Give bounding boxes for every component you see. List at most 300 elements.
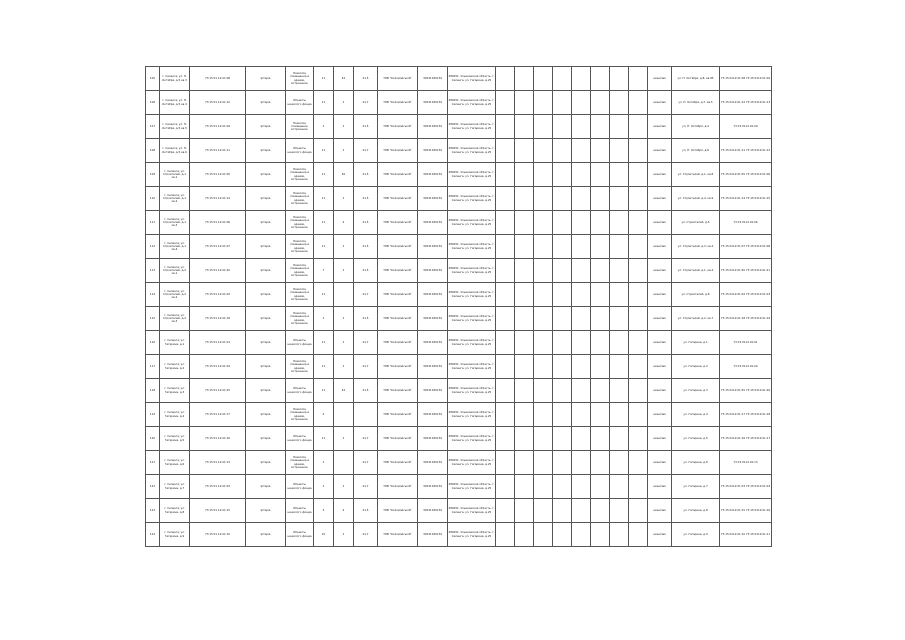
table-row	[146, 331, 772, 355]
empty-cell	[496, 211, 515, 235]
district-cell: 289051, Ульяновская область, г. Селенга, ул. Гагарина, д.25	[448, 355, 496, 379]
empty-cell	[591, 67, 610, 91]
cadastral-number-cell: 73:15:01 12:01:18	[190, 307, 246, 331]
code-cell: 30541180139	[418, 115, 448, 139]
address-cell: г. Селенга, ул. П. Октября, д.5 кв.4	[160, 91, 190, 115]
value-cell: 41,7	[354, 451, 378, 475]
empty-cell	[572, 403, 591, 427]
owner-cell: ТОВ "Коломойській"	[378, 523, 418, 547]
code-cell: 30541180139	[418, 259, 448, 283]
empty-cell	[610, 355, 629, 379]
area-cell: 11	[314, 91, 334, 115]
area-cell: 11	[314, 163, 334, 187]
usage-cell: Іртеріа	[246, 355, 286, 379]
reference-cell: 73:15:0112:01:17 73:15:0112:01:18	[720, 403, 772, 427]
empty-cell	[610, 427, 629, 451]
address-cell: г. Селенга, ул. Строителей, д.1 кв.3	[160, 211, 190, 235]
cadastral-number-cell: 73:15:01 12:01:14	[190, 187, 246, 211]
empty-cell	[572, 451, 591, 475]
empty-cell	[591, 379, 610, 403]
reference-cell: 73:15:0112:01:25 73:15:0112:01:26	[720, 379, 772, 403]
empty-cell	[572, 139, 591, 163]
table-row	[146, 259, 772, 283]
empty-cell	[591, 115, 610, 139]
row-number: 117	[146, 355, 160, 379]
usage-cell: Іртеріа	[246, 235, 286, 259]
reference-cell: 73:15:0112:01:01	[720, 331, 772, 355]
usage-cell: Іртеріа	[246, 523, 286, 547]
empty-cell	[591, 451, 610, 475]
empty-cell	[515, 355, 534, 379]
empty-cell	[572, 211, 591, 235]
table-row	[146, 139, 772, 163]
empty-cell	[610, 451, 629, 475]
row-number: 123	[146, 499, 160, 523]
owner-cell: ТОВ "Коломойській"	[378, 211, 418, 235]
tenant-address-cell: ул. Гагарина, д.2	[672, 355, 720, 379]
value-cell: 41,5	[354, 259, 378, 283]
tenant-address-cell: ул. П. Октября, д.8	[672, 139, 720, 163]
district-cell: 289051, Ульяновская область, г. Селенга, ул. Гагарина, д.25	[448, 475, 496, 499]
empty-cell	[496, 379, 515, 403]
empty-cell	[610, 307, 629, 331]
cadastral-number-cell: 73:15:01 12:01:06	[190, 211, 246, 235]
usage-cell: Іртеріа	[246, 115, 286, 139]
value-cell: 41,5	[354, 307, 378, 331]
empty-cell	[591, 235, 610, 259]
empty-cell	[610, 259, 629, 283]
empty-cell	[610, 115, 629, 139]
tenant-address-cell: ул. Гагарина, д.4	[672, 403, 720, 427]
kind-cell: нежилая	[648, 259, 672, 283]
description-cell: Нежилое помещение в здании, встроенное	[286, 259, 314, 283]
kind-cell: нежилая	[648, 187, 672, 211]
tenant-address-cell: ул. Строителей, д.8	[672, 283, 720, 307]
usage-cell: Іртеріа	[246, 427, 286, 451]
empty-cell	[572, 115, 591, 139]
value-cell: 41,7	[354, 331, 378, 355]
empty-cell	[496, 67, 515, 91]
area-cell: 10	[314, 523, 334, 547]
empty-cell	[496, 115, 515, 139]
address-cell: г. Селенга, ул. Гагарина, д.7	[160, 475, 190, 499]
cadastral-number-cell: 73:15:01 12:01:10	[190, 523, 246, 547]
table-row	[146, 355, 772, 379]
description-cell: Объекты нежилого фонда	[286, 475, 314, 499]
tenant-address-cell: ул. Строителей, д.3, кв.4	[672, 235, 720, 259]
description-cell: Нежилое помещение в здании, встроенное	[286, 67, 314, 91]
empty-cell	[553, 451, 572, 475]
floor-cell: 1	[334, 475, 354, 499]
empty-cell	[496, 259, 515, 283]
kind-cell: нежилая	[648, 307, 672, 331]
empty-cell	[591, 523, 610, 547]
empty-cell	[610, 403, 629, 427]
usage-cell: Іртеріа	[246, 211, 286, 235]
row-number: 115	[146, 307, 160, 331]
empty-cell	[629, 331, 648, 355]
empty-cell	[572, 307, 591, 331]
empty-cell	[629, 235, 648, 259]
code-cell: 30541180139	[418, 307, 448, 331]
cadastral-number-cell: 73:15:01 12:01:12	[190, 91, 246, 115]
empty-cell	[496, 523, 515, 547]
description-cell: Объекты нежилого фонда	[286, 523, 314, 547]
empty-cell	[591, 331, 610, 355]
row-number: 111	[146, 211, 160, 235]
reference-cell: 73:15:0112:01:09	[720, 115, 772, 139]
empty-cell	[496, 331, 515, 355]
floor-cell: 1	[334, 115, 354, 139]
floor-cell: 40	[334, 163, 354, 187]
code-cell: 30541180139	[418, 211, 448, 235]
table-row	[146, 283, 772, 307]
usage-cell: Іртеріа	[246, 499, 286, 523]
value-cell: 41,5	[354, 163, 378, 187]
table-row	[146, 67, 772, 91]
owner-cell: ТОВ "Коломойській"	[378, 163, 418, 187]
empty-cell	[534, 283, 553, 307]
empty-cell	[515, 235, 534, 259]
empty-cell	[553, 355, 572, 379]
row-number: 108	[146, 139, 160, 163]
empty-cell	[534, 355, 553, 379]
empty-cell	[515, 67, 534, 91]
empty-cell	[496, 355, 515, 379]
kind-cell: нежилая	[648, 523, 672, 547]
empty-cell	[591, 499, 610, 523]
usage-cell: Іртеріа	[246, 259, 286, 283]
district-cell: 289051, Ульяновская область, г. Селенга, ул. Гагарина, д.25	[448, 163, 496, 187]
empty-cell	[572, 379, 591, 403]
empty-cell	[629, 115, 648, 139]
tenant-address-cell: ул. Строителей, д.1, кв.4	[672, 259, 720, 283]
row-number: 116	[146, 331, 160, 355]
address-cell: г. Селенга, ул. Строителей, д.2 кв.2	[160, 283, 190, 307]
district-cell: 289051, Ульяновская область, г. Селенга, ул. Гагарина, д.25	[448, 451, 496, 475]
address-cell: г. Селенга, ул. Строителей, д.2 кв.1	[160, 259, 190, 283]
empty-cell	[629, 187, 648, 211]
empty-cell	[553, 283, 572, 307]
usage-cell: Іртеріа	[246, 307, 286, 331]
empty-cell	[572, 163, 591, 187]
area-cell: 11	[314, 235, 334, 259]
usage-cell: Іртеріа	[246, 451, 286, 475]
cadastral-number-cell: 73:15:01 12:01:03	[190, 475, 246, 499]
reference-cell: 73:15:0112:01:03 73:15:0112:01:04	[720, 475, 772, 499]
tenant-address-cell: ул. П. Октября, д.8, кв.85	[672, 67, 720, 91]
kind-cell: нежилая	[648, 67, 672, 91]
owner-cell: ТОВ "Коломойській"	[378, 139, 418, 163]
row-number: 112	[146, 235, 160, 259]
reference-cell: 73:15:0112:01:15 73:15:0112:01:16	[720, 499, 772, 523]
empty-cell	[515, 259, 534, 283]
row-number: 110	[146, 187, 160, 211]
row-number: 121	[146, 451, 160, 475]
cadastral-number-cell: 73:15:01 12:01:13	[190, 451, 246, 475]
reference-cell: 73:15:0112:01:07 73:15:0112:01:08	[720, 235, 772, 259]
empty-cell	[534, 259, 553, 283]
code-cell: 30541180139	[418, 67, 448, 91]
cadastral-number-cell: 73:15:01 12:01:17	[190, 403, 246, 427]
tenant-address-cell: ул. П. Октября, д.7, кв.5	[672, 91, 720, 115]
usage-cell: Іртеріа	[246, 403, 286, 427]
tenant-address-cell: ул. Гагарина, д.3	[672, 379, 720, 403]
empty-cell	[515, 139, 534, 163]
code-cell: 30541180139	[418, 451, 448, 475]
kind-cell: нежилая	[648, 427, 672, 451]
floor-cell	[334, 451, 354, 475]
cadastral-number-cell: 73:15:01 12:01:04	[190, 355, 246, 379]
reference-cell: 73:15:0112:01:05 73:15:0112:01:06	[720, 163, 772, 187]
floor-cell	[334, 283, 354, 307]
area-cell: 3	[314, 499, 334, 523]
empty-cell	[534, 475, 553, 499]
empty-cell	[591, 211, 610, 235]
area-cell: 11	[314, 187, 334, 211]
row-number: 119	[146, 403, 160, 427]
owner-cell: ТОВ "Коломойській"	[378, 499, 418, 523]
empty-cell	[629, 91, 648, 115]
code-cell: 30541180139	[418, 499, 448, 523]
address-cell: г. Селенга, ул. Гагарина, д.6	[160, 451, 190, 475]
empty-cell	[610, 499, 629, 523]
owner-cell: ТОВ "Коломойській"	[378, 427, 418, 451]
floor-cell: 1	[334, 259, 354, 283]
empty-cell	[591, 163, 610, 187]
code-cell: 30541180139	[418, 331, 448, 355]
table-row	[146, 427, 772, 451]
row-number: 120	[146, 427, 160, 451]
floor-cell: 1	[334, 427, 354, 451]
address-cell: г. Селенга, ул. Гагарина, д.8	[160, 499, 190, 523]
empty-cell	[629, 355, 648, 379]
empty-cell	[496, 283, 515, 307]
district-cell: 289051, Ульяновская область, г. Селенга, ул. Гагарина, д.25	[448, 67, 496, 91]
empty-cell	[610, 283, 629, 307]
empty-cell	[534, 331, 553, 355]
tenant-address-cell: ул. Строителей, д.2, кв.7	[672, 307, 720, 331]
owner-cell: ТОВ "Коломойській"	[378, 283, 418, 307]
district-cell: 289051, Ульяновская область, г. Селенга, ул. Гагарина, д.25	[448, 523, 496, 547]
value-cell: 41,7	[354, 475, 378, 499]
empty-cell	[515, 331, 534, 355]
empty-cell	[515, 307, 534, 331]
kind-cell: нежилая	[648, 355, 672, 379]
empty-cell	[515, 283, 534, 307]
district-cell: 289051, Ульяновская область, г. Селенга, ул. Гагарина, д.25	[448, 499, 496, 523]
owner-cell: ТОВ "Коломойській"	[378, 355, 418, 379]
empty-cell	[553, 427, 572, 451]
kind-cell: нежилая	[648, 403, 672, 427]
empty-cell	[629, 283, 648, 307]
empty-cell	[496, 403, 515, 427]
empty-cell	[591, 187, 610, 211]
district-cell: 289051, Ульяновская область, г. Селенга, ул. Гагарина, д.25	[448, 427, 496, 451]
value-cell: 41,7	[354, 91, 378, 115]
owner-cell: ТОВ "Коломойській"	[378, 235, 418, 259]
empty-cell	[515, 187, 534, 211]
empty-cell	[515, 403, 534, 427]
tenant-address-cell: ул. Строителей, д.1, кв.8	[672, 163, 720, 187]
row-number: 113	[146, 259, 160, 283]
tenant-address-cell: ул. Гагарина, д.1	[672, 331, 720, 355]
empty-cell	[572, 523, 591, 547]
area-cell: 1	[314, 451, 334, 475]
value-cell: 41,7	[354, 427, 378, 451]
cadastral-number-cell: 73:15:01 12:01:09	[190, 115, 246, 139]
owner-cell: ТОВ "Коломойській"	[378, 403, 418, 427]
row-number: 107	[146, 115, 160, 139]
empty-cell	[515, 523, 534, 547]
reference-cell: 73:15:0112:01:20 73:15:0112:01:21	[720, 259, 772, 283]
empty-cell	[610, 379, 629, 403]
value-cell: 41,5	[354, 379, 378, 403]
kind-cell: нежилая	[648, 331, 672, 355]
area-cell: 11	[314, 211, 334, 235]
description-cell: Нежилое помещение в здании, встроенное	[286, 307, 314, 331]
empty-cell	[534, 379, 553, 403]
value-cell: 41,5	[354, 115, 378, 139]
empty-cell	[629, 427, 648, 451]
empty-cell	[591, 91, 610, 115]
table-row	[146, 475, 772, 499]
description-cell: Нежилое помещение встроенное	[286, 115, 314, 139]
empty-cell	[553, 91, 572, 115]
area-cell: 11	[314, 331, 334, 355]
empty-cell	[553, 139, 572, 163]
reference-cell: 73:15:0112:01:10 73:15:0112:01:11	[720, 523, 772, 547]
empty-cell	[591, 259, 610, 283]
cadastral-number-cell: 73:15:01 12:01:11	[190, 139, 246, 163]
reference-cell: 73:15:0112:01:12 73:15:0112:01:13	[720, 91, 772, 115]
empty-cell	[572, 67, 591, 91]
empty-cell	[553, 379, 572, 403]
empty-cell	[496, 451, 515, 475]
owner-cell: ТОВ "Коломойській"	[378, 91, 418, 115]
kind-cell: нежилая	[648, 115, 672, 139]
cadastral-number-cell: 73:15:01 12:01:05	[190, 163, 246, 187]
description-cell: Нежилое помещение в здании, встроенное	[286, 451, 314, 475]
owner-cell: ТОВ "Коломойській"	[378, 115, 418, 139]
usage-cell: Іртеріа	[246, 163, 286, 187]
row-number: 114	[146, 283, 160, 307]
district-cell: 289051, Ульяновская область, г. Селенга, ул. Гагарина, д.25	[448, 331, 496, 355]
table-row	[146, 187, 772, 211]
code-cell: 30541180139	[418, 427, 448, 451]
district-cell: 289051, Ульяновская область, г. Селенга, ул. Гагарина, д.25	[448, 115, 496, 139]
empty-cell	[553, 187, 572, 211]
address-cell: г. Селенга, ул. Гагарина, д.4	[160, 403, 190, 427]
empty-cell	[553, 403, 572, 427]
cadastral-number-cell: 73:15:01 12:01:15	[190, 499, 246, 523]
code-cell: 30541180139	[418, 91, 448, 115]
owner-cell: ТОВ "Коломойській"	[378, 187, 418, 211]
floor-cell: 4	[334, 499, 354, 523]
kind-cell: нежилая	[648, 163, 672, 187]
owner-cell: ТОВ "Коломойській"	[378, 307, 418, 331]
table-row	[146, 211, 772, 235]
district-cell: 289051, Ульяновская область, г. Селенга, ул. Гагарина, д.25	[448, 235, 496, 259]
row-number: 122	[146, 475, 160, 499]
empty-cell	[515, 115, 534, 139]
empty-cell	[610, 235, 629, 259]
empty-cell	[610, 475, 629, 499]
owner-cell: ТОВ "Коломойській"	[378, 331, 418, 355]
usage-cell: Іртеріа	[246, 379, 286, 403]
empty-cell	[629, 475, 648, 499]
usage-cell: Іртеріа	[246, 283, 286, 307]
reference-cell: 73:15:0112:01:04	[720, 355, 772, 379]
district-cell: 289051, Ульяновская область, г. Селенга, ул. Гагарина, д.25	[448, 403, 496, 427]
area-cell: 11	[314, 427, 334, 451]
empty-cell	[515, 427, 534, 451]
empty-cell	[629, 67, 648, 91]
table-row	[146, 91, 772, 115]
row-number: 124	[146, 523, 160, 547]
empty-cell	[515, 475, 534, 499]
empty-cell	[496, 163, 515, 187]
floor-cell: 1	[334, 139, 354, 163]
empty-cell	[572, 499, 591, 523]
owner-cell: ТОВ "Коломойській"	[378, 67, 418, 91]
table-row	[146, 499, 772, 523]
usage-cell: Іртеріа	[246, 91, 286, 115]
kind-cell: нежилая	[648, 475, 672, 499]
value-cell: 41,7	[354, 139, 378, 163]
area-cell: 2	[314, 403, 334, 427]
description-cell: Нежилое помещение в здании, встроенное	[286, 235, 314, 259]
code-cell: 30541180139	[418, 403, 448, 427]
value-cell: 41,5	[354, 67, 378, 91]
district-cell: 289051, Ульяновская область, г. Селенга, ул. Гагарина, д.25	[448, 259, 496, 283]
empty-cell	[572, 259, 591, 283]
row-number: 106	[146, 91, 160, 115]
empty-cell	[610, 187, 629, 211]
kind-cell: нежилая	[648, 283, 672, 307]
value-cell: 41,7	[354, 355, 378, 379]
address-cell: г. Селенга, ул. Строителей, д.2 кв.3	[160, 307, 190, 331]
district-cell: 289051, Ульяновская область, г. Селенга, ул. Гагарина, д.25	[448, 379, 496, 403]
empty-cell	[553, 211, 572, 235]
floor-cell: 42	[334, 67, 354, 91]
tenant-address-cell: ул. Гагарина, д.6	[672, 451, 720, 475]
empty-cell	[610, 163, 629, 187]
floor-cell	[334, 403, 354, 427]
empty-cell	[534, 499, 553, 523]
code-cell: 30541180139	[418, 187, 448, 211]
empty-cell	[629, 211, 648, 235]
row-number: 118	[146, 379, 160, 403]
value-cell: 41,7	[354, 283, 378, 307]
address-cell: г. Селенга, ул. Гагарина, д.9	[160, 523, 190, 547]
code-cell: 30541180139	[418, 163, 448, 187]
tenant-address-cell: ул. Гагарина, д.8	[672, 499, 720, 523]
floor-cell: 1	[334, 523, 354, 547]
address-cell: г. Селенга, ул. Гагарина, д.2	[160, 355, 190, 379]
empty-cell	[572, 187, 591, 211]
usage-cell: Іртеріа	[246, 67, 286, 91]
reference-cell: 73:15:0112:01:13	[720, 451, 772, 475]
floor-cell: 1	[334, 331, 354, 355]
description-cell: Объекты нежилого фонда	[286, 91, 314, 115]
description-cell: Нежилое помещение в здании, встроенное	[286, 283, 314, 307]
table-row	[146, 523, 772, 547]
owner-cell: ТОВ "Коломойській"	[378, 379, 418, 403]
tenant-address-cell: ул. Строителей, д.5	[672, 211, 720, 235]
empty-cell	[629, 307, 648, 331]
empty-cell	[629, 451, 648, 475]
